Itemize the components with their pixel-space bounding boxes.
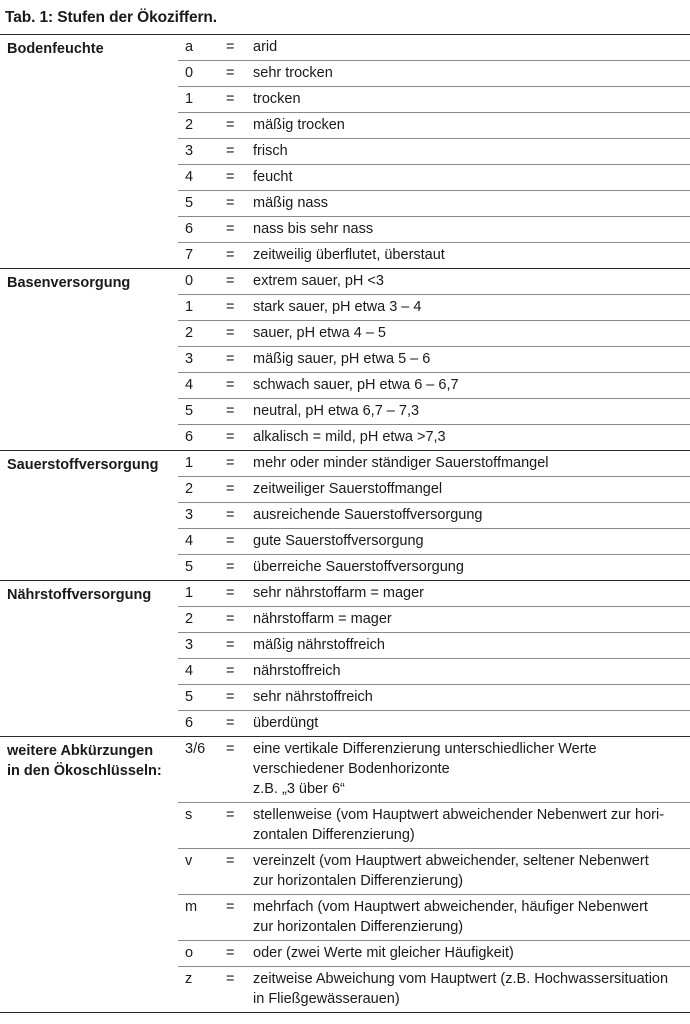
table-row bbox=[178, 112, 690, 138]
equals-cell: = bbox=[226, 247, 235, 263]
equals-cell: = bbox=[226, 533, 235, 549]
table-row bbox=[178, 632, 690, 658]
code-cell: 0 bbox=[185, 65, 194, 81]
description-cell: alkalisch = mild, pH etwa >7,3 bbox=[253, 429, 446, 445]
equals-cell: = bbox=[226, 39, 235, 55]
equals-cell: = bbox=[226, 195, 235, 211]
group-label: Nährstoffversorgung bbox=[7, 587, 152, 603]
description-cell: mäßig sauer, pH etwa 5 – 6 bbox=[253, 351, 431, 367]
code-cell: 5 bbox=[185, 689, 194, 705]
table-row bbox=[178, 164, 690, 190]
group-rows bbox=[178, 269, 690, 450]
code-cell: 5 bbox=[185, 559, 194, 575]
code-cell: 4 bbox=[185, 377, 194, 393]
equals-cell: = bbox=[226, 715, 235, 731]
table-row bbox=[178, 190, 690, 216]
group-rows bbox=[178, 737, 690, 1012]
table-row bbox=[178, 528, 690, 554]
table-group bbox=[0, 35, 690, 268]
description-cell: arid bbox=[253, 39, 278, 55]
description-cell: sehr nährstoffreich bbox=[253, 689, 373, 705]
code-cell: s bbox=[185, 807, 193, 823]
code-cell: 3 bbox=[185, 637, 194, 653]
table-row bbox=[178, 848, 690, 894]
equals-cell: = bbox=[226, 507, 235, 523]
code-cell: 2 bbox=[185, 325, 194, 341]
code-cell: z bbox=[185, 971, 193, 987]
description-cell: mäßig nass bbox=[253, 195, 328, 211]
equals-cell: = bbox=[226, 559, 235, 575]
code-cell: 5 bbox=[185, 195, 194, 211]
code-cell: 4 bbox=[185, 663, 194, 679]
table-row bbox=[178, 294, 690, 320]
description-cell: gute Sauerstoffversorgung bbox=[253, 533, 424, 549]
code-cell: 6 bbox=[185, 429, 194, 445]
table-row bbox=[178, 86, 690, 112]
group-label: Sauerstoffversorgung bbox=[7, 457, 159, 473]
table-row bbox=[178, 502, 690, 528]
table-row bbox=[178, 398, 690, 424]
group-rows bbox=[178, 35, 690, 268]
equals-cell: = bbox=[226, 807, 235, 823]
code-cell: 4 bbox=[185, 533, 194, 549]
code-cell: 5 bbox=[185, 403, 194, 419]
equals-cell: = bbox=[226, 945, 235, 961]
description-cell: trocken bbox=[253, 91, 301, 107]
table-row bbox=[178, 658, 690, 684]
description-cell: schwach sauer, pH etwa 6 – 6,7 bbox=[253, 377, 459, 393]
code-cell: 1 bbox=[185, 91, 194, 107]
table-row bbox=[178, 35, 690, 60]
table-row bbox=[178, 269, 690, 294]
equals-cell: = bbox=[226, 91, 235, 107]
description-cell: vereinzelt (vom Hauptwert abweichender, seltener Nebenwert zur horizontalen Differenzierung) bbox=[253, 853, 649, 889]
equals-cell: = bbox=[226, 971, 235, 987]
table-row bbox=[178, 802, 690, 848]
table-row bbox=[178, 424, 690, 450]
description-cell: eine vertikale Differenzierung unterschiedlicher Werte verschiedener Bodenhorizonte z.B. „3 über 6“ bbox=[253, 741, 597, 797]
code-cell: 2 bbox=[185, 117, 194, 133]
table-row bbox=[178, 684, 690, 710]
code-cell: 6 bbox=[185, 221, 194, 237]
description-cell: sehr trocken bbox=[253, 65, 333, 81]
code-cell: 2 bbox=[185, 611, 194, 627]
description-cell: zeitweilig überflutet, überstaut bbox=[253, 247, 445, 263]
description-cell: nährstoffarm = mager bbox=[253, 611, 392, 627]
equals-cell: = bbox=[226, 403, 235, 419]
table-row bbox=[178, 606, 690, 632]
table-row bbox=[178, 346, 690, 372]
group-label: Basenversorgung bbox=[7, 275, 131, 291]
code-cell: 4 bbox=[185, 169, 194, 185]
description-cell: sehr nährstoffarm = mager bbox=[253, 585, 424, 601]
table-row bbox=[178, 581, 690, 606]
table-group bbox=[0, 736, 690, 1012]
code-cell: 1 bbox=[185, 585, 194, 601]
description-cell: ausreichende Sauerstoffversorgung bbox=[253, 507, 483, 523]
equals-cell: = bbox=[226, 899, 235, 915]
description-cell: stellenweise (vom Hauptwert abweichender Nebenwert zur hori- zontalen Differenzierung) bbox=[253, 807, 665, 843]
equals-cell: = bbox=[226, 377, 235, 393]
description-cell: nährstoffreich bbox=[253, 663, 341, 679]
code-cell: a bbox=[185, 39, 194, 55]
code-cell: 1 bbox=[185, 455, 194, 471]
equals-cell: = bbox=[226, 429, 235, 445]
table-row bbox=[178, 372, 690, 398]
equals-cell: = bbox=[226, 455, 235, 471]
description-cell: zeitweiliger Sauerstoffmangel bbox=[253, 481, 443, 497]
group-rows bbox=[178, 581, 690, 736]
group-rows bbox=[178, 451, 690, 580]
code-cell: 7 bbox=[185, 247, 194, 263]
equals-cell: = bbox=[226, 169, 235, 185]
equals-cell: = bbox=[226, 637, 235, 653]
equals-cell: = bbox=[226, 221, 235, 237]
code-cell: 0 bbox=[185, 273, 194, 289]
code-cell: o bbox=[185, 945, 194, 961]
equals-cell: = bbox=[226, 741, 235, 757]
table-title: Tab. 1: Stufen der Ökoziffern. bbox=[5, 9, 218, 26]
equals-cell: = bbox=[226, 611, 235, 627]
table-row bbox=[178, 737, 690, 802]
description-cell: neutral, pH etwa 6,7 – 7,3 bbox=[253, 403, 420, 419]
table-row bbox=[178, 216, 690, 242]
description-cell: mehrfach (vom Hauptwert abweichender, häufiger Nebenwert zur horizontalen Differenzierung) bbox=[253, 899, 648, 935]
code-cell: 3 bbox=[185, 507, 194, 523]
table-group bbox=[0, 580, 690, 736]
equals-cell: = bbox=[226, 117, 235, 133]
description-cell: überreiche Sauerstoffversorgung bbox=[253, 559, 464, 575]
description-cell: mehr oder minder ständiger Sauerstoffmangel bbox=[253, 455, 549, 471]
equals-cell: = bbox=[226, 299, 235, 315]
equals-cell: = bbox=[226, 65, 235, 81]
description-cell: zeitweise Abweichung vom Hauptwert (z.B. Hochwassersituation in Fließgewässerauen) bbox=[253, 971, 669, 1007]
code-cell: v bbox=[185, 853, 193, 869]
table-row bbox=[178, 320, 690, 346]
description-cell: feucht bbox=[253, 169, 293, 185]
equals-cell: = bbox=[226, 273, 235, 289]
equals-cell: = bbox=[226, 143, 235, 159]
code-cell: 3 bbox=[185, 143, 194, 159]
group-label: Bodenfeuchte bbox=[7, 41, 104, 57]
table-row bbox=[178, 476, 690, 502]
group-label: weitere Abkürzungen in den Ökoschlüsseln: bbox=[7, 743, 162, 779]
table-row bbox=[178, 554, 690, 580]
equals-cell: = bbox=[226, 853, 235, 869]
equals-cell: = bbox=[226, 663, 235, 679]
description-cell: oder (zwei Werte mit gleicher Häufigkeit) bbox=[253, 945, 514, 961]
description-cell: mäßig trocken bbox=[253, 117, 345, 133]
code-cell: 6 bbox=[185, 715, 194, 731]
table-group bbox=[0, 450, 690, 580]
table-row bbox=[178, 940, 690, 966]
description-cell: extrem sauer, pH <3 bbox=[253, 273, 384, 289]
eco-values-table bbox=[0, 34, 690, 1013]
table-row bbox=[178, 710, 690, 736]
code-cell: 2 bbox=[185, 481, 194, 497]
description-cell: frisch bbox=[253, 143, 288, 159]
table-row bbox=[178, 60, 690, 86]
description-cell: stark sauer, pH etwa 3 – 4 bbox=[253, 299, 422, 315]
code-cell: 1 bbox=[185, 299, 194, 315]
equals-cell: = bbox=[226, 325, 235, 341]
code-cell: m bbox=[185, 899, 198, 915]
equals-cell: = bbox=[226, 351, 235, 367]
equals-cell: = bbox=[226, 585, 235, 601]
table-row bbox=[178, 242, 690, 268]
table-row bbox=[178, 451, 690, 476]
table-row bbox=[178, 894, 690, 940]
code-cell: 3 bbox=[185, 351, 194, 367]
table-row bbox=[178, 138, 690, 164]
equals-cell: = bbox=[226, 689, 235, 705]
table-group bbox=[0, 268, 690, 450]
equals-cell: = bbox=[226, 481, 235, 497]
description-cell: mäßig nährstoffreich bbox=[253, 637, 385, 653]
description-cell: sauer, pH etwa 4 – 5 bbox=[253, 325, 386, 341]
description-cell: nass bis sehr nass bbox=[253, 221, 374, 237]
table-row bbox=[178, 966, 690, 1012]
code-cell: 3/6 bbox=[185, 741, 206, 757]
description-cell: überdüngt bbox=[253, 715, 319, 731]
